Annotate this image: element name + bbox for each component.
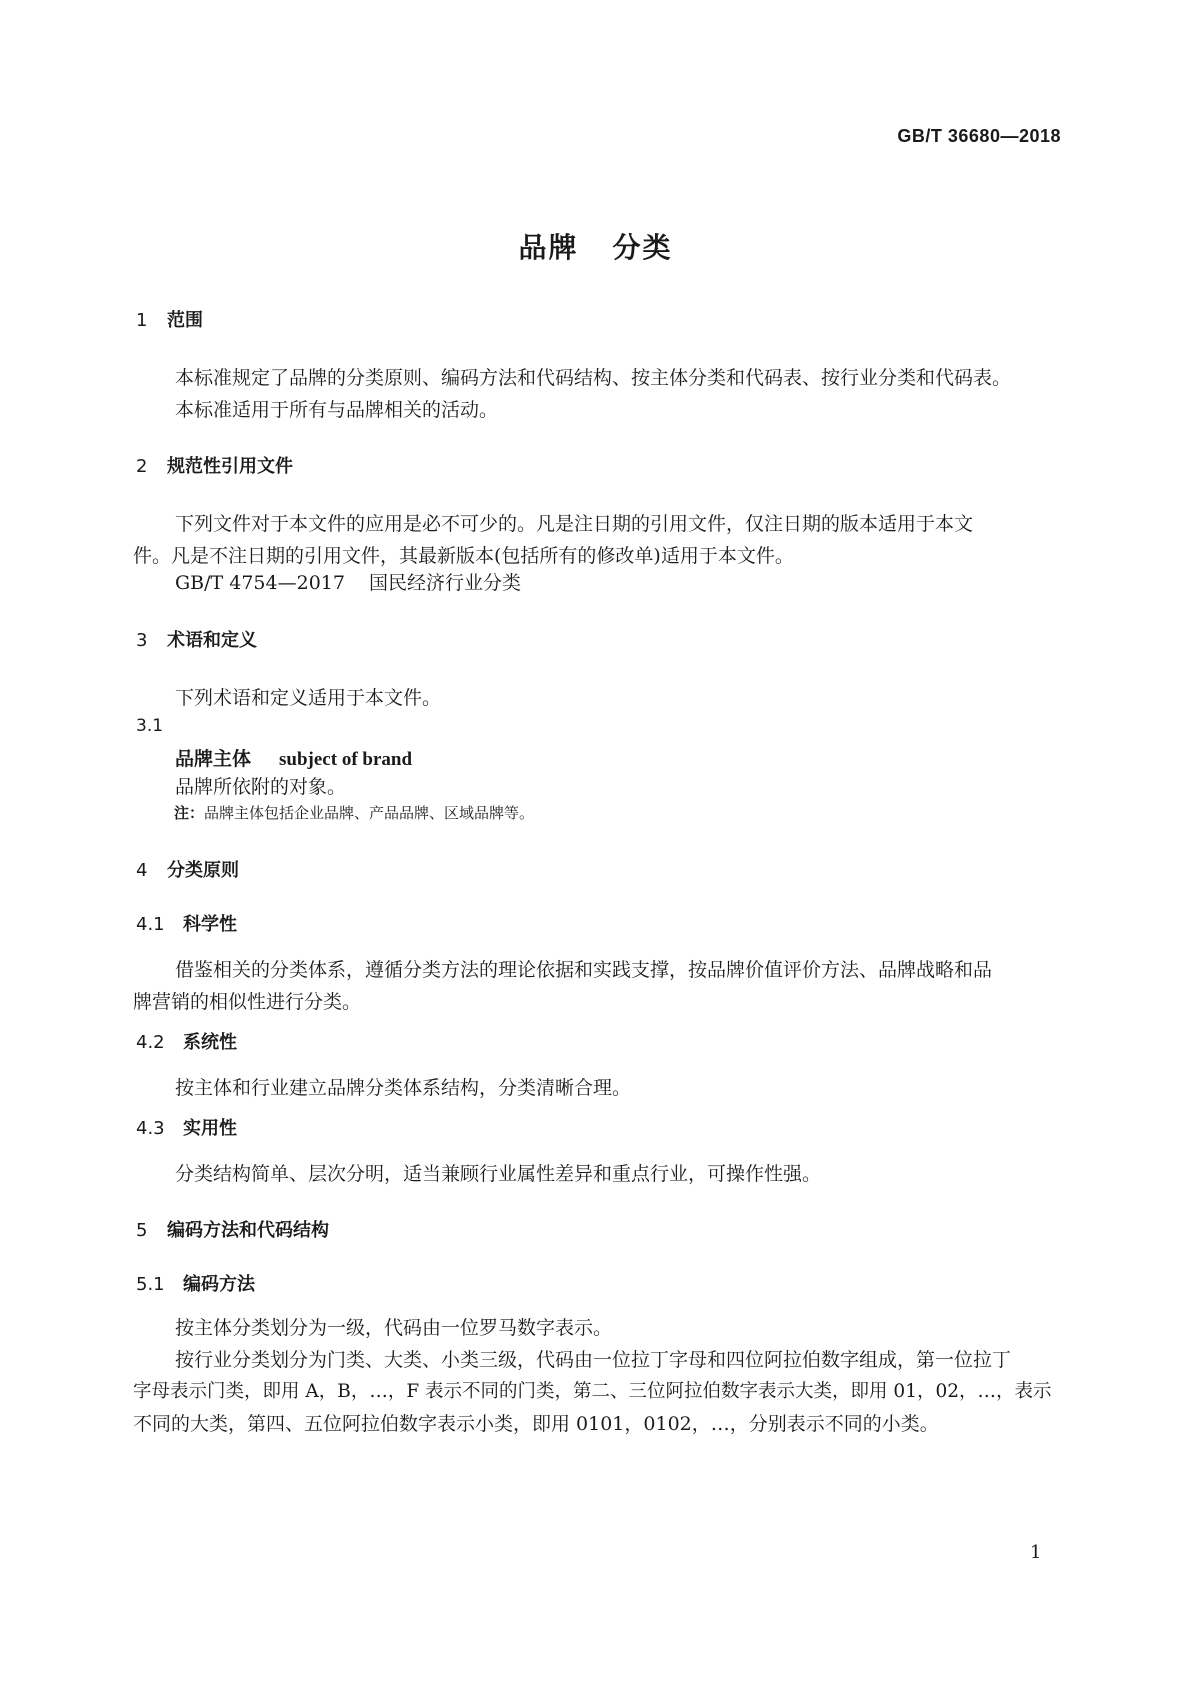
subsection-4-3-heading [136, 1114, 237, 1140]
subsection-title: 实用性 [183, 1118, 237, 1139]
term-note [174, 802, 534, 823]
section-title: 分类原则 [167, 860, 239, 881]
reference-code: GB/T 4754—2017 [175, 572, 345, 594]
term-definition: 品牌所依附的对象。 [175, 776, 347, 798]
section-number: 5 [136, 1220, 148, 1241]
section-3-heading [136, 626, 257, 652]
document-title [0, 226, 1191, 266]
systematic-paragraph: 按主体和行业建立品牌分类体系结构，分类清晰合理。 [175, 1077, 632, 1099]
normative-ref-paragraph-line-1: 下列文件对于本文件的应用是必不可少的。凡是注日期的引用文件，仅注日期的版本适用于本文 [175, 513, 974, 535]
coding-paragraph-2-line-2: 字母表示门类，即用 A，B，…，F 表示不同的门类，第二、三位阿拉伯数字表示大类，即用 01，02，…，表示 [133, 1381, 1052, 1402]
title-part-2: 分类 [612, 231, 673, 264]
subsection-title: 编码方法 [183, 1274, 255, 1295]
subsection-number: 4.3 [136, 1118, 165, 1139]
section-number: 4 [136, 860, 148, 881]
coding-paragraph-1: 按主体分类划分为一级，代码由一位罗马数字表示。 [175, 1317, 613, 1339]
note-label: 注： [174, 804, 205, 822]
section-number: 1 [136, 310, 148, 331]
section-title: 编码方法和代码结构 [167, 1220, 329, 1241]
scientific-paragraph-line-1: 借鉴相关的分类体系，遵循分类方法的理论依据和实践支撑，按品牌价值评价方法、品牌战略和品 [175, 959, 993, 981]
subsection-title: 科学性 [183, 914, 237, 935]
section-2-heading [136, 452, 293, 478]
coding-paragraph-2-line-3: 不同的大类，第四、五位阿拉伯数字表示小类，即用 0101，0102，…，分别表示不同的小类。 [133, 1413, 939, 1435]
section-number: 2 [136, 456, 148, 477]
coding-paragraph-2-line-1: 按行业分类划分为门类、大类、小类三级，代码由一位拉丁字母和四位阿拉伯数字组成，第一位拉丁 [175, 1349, 1012, 1371]
subsection-number: 4.1 [136, 914, 165, 935]
scientific-paragraph-line-2: 牌营销的相似性进行分类。 [133, 991, 362, 1013]
section-number: 3 [136, 630, 148, 651]
scope-paragraph-1: 本标准规定了品牌的分类原则、编码方法和代码结构、按主体分类和代码表、按行业分类和代码表。 [175, 367, 1012, 389]
subsection-4-1-heading [136, 910, 237, 936]
section-4-heading [136, 856, 239, 882]
note-text: 品牌主体包括企业品牌、产品品牌、区域品牌等。 [204, 804, 535, 822]
reference-title: 国民经济行业分类 [368, 572, 521, 594]
term-english: subject of brand [279, 749, 413, 770]
section-5-heading [136, 1216, 329, 1242]
normative-ref-paragraph-line-2: 件。凡是不注日期的引用文件，其最新版本(包括所有的修改单)适用于本文件。 [133, 545, 794, 567]
section-1-heading [136, 306, 203, 332]
reference-entry [175, 568, 521, 595]
term-entry [175, 744, 412, 771]
section-title: 术语和定义 [167, 630, 257, 651]
term-chinese: 品牌主体 [175, 748, 252, 770]
subsection-number: 5.1 [136, 1274, 165, 1295]
terms-intro-paragraph: 下列术语和定义适用于本文件。 [175, 687, 442, 709]
standard-number: GB/T 36680—2018 [897, 126, 1061, 146]
section-title: 规范性引用文件 [167, 456, 293, 477]
title-part-1: 品牌 [518, 231, 579, 264]
term-number: 3.1 [136, 716, 164, 736]
subsection-number: 4.2 [136, 1032, 165, 1053]
page-number: 1 [1030, 1542, 1042, 1563]
scope-paragraph-2: 本标准适用于所有与品牌相关的活动。 [175, 399, 499, 421]
subsection-4-2-heading [136, 1028, 237, 1054]
subsection-title: 系统性 [183, 1032, 237, 1053]
section-title: 范围 [167, 310, 203, 331]
subsection-5-1-heading [136, 1270, 255, 1296]
practical-paragraph: 分类结构简单、层次分明，适当兼顾行业属性差异和重点行业，可操作性强。 [175, 1163, 822, 1185]
